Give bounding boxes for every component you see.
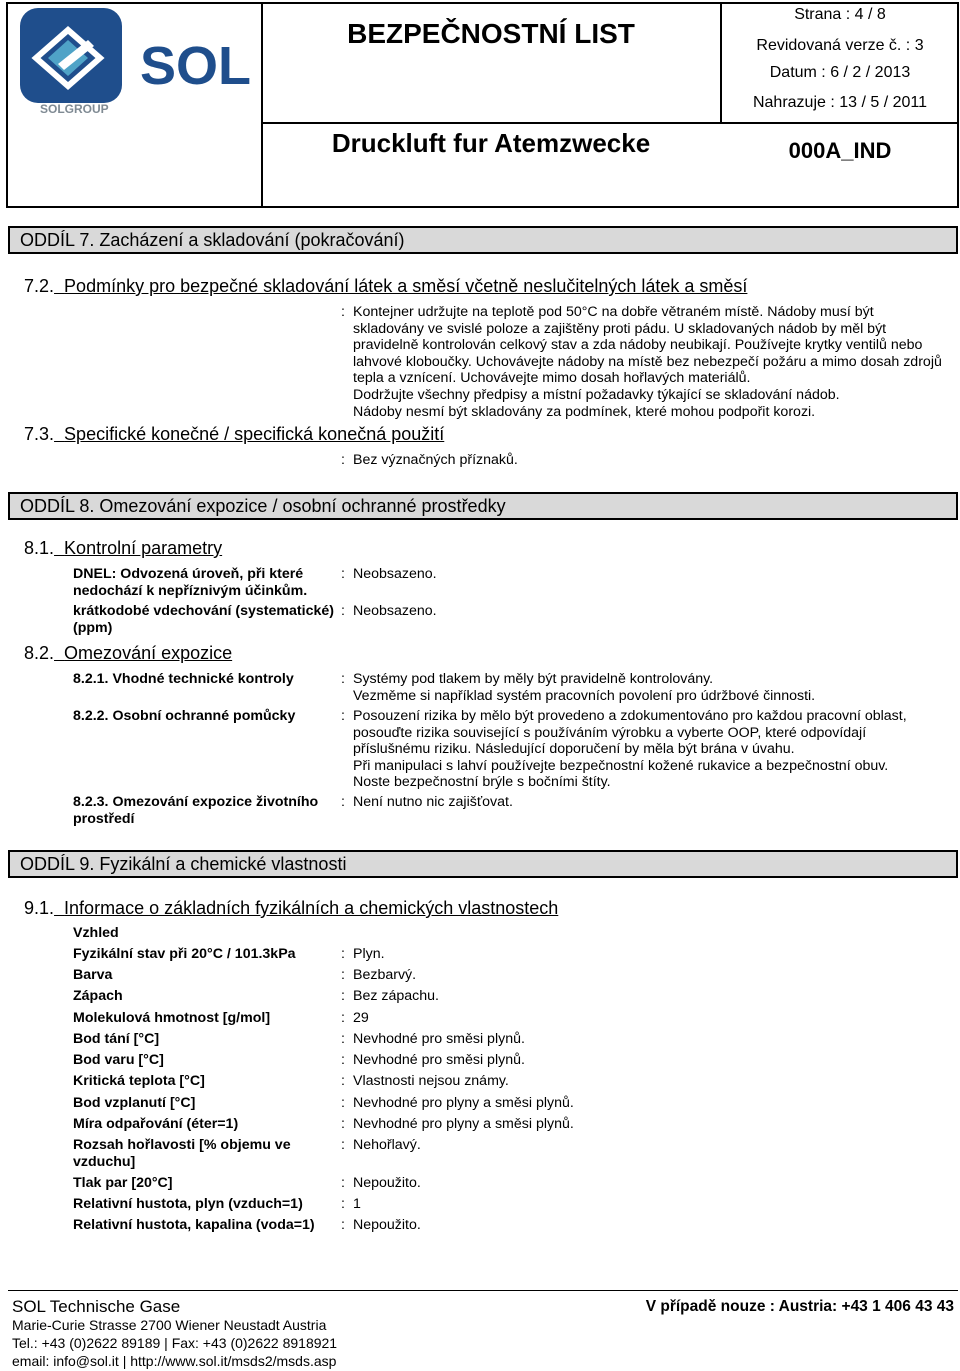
colon: : [341,1031,345,1047]
property-value: Nevhodné pro směsi plynů. [353,1031,525,1047]
colon: : [341,1116,345,1132]
colon: : [341,671,345,687]
property-label: Bod tání [°C] [73,1031,160,1047]
label-line: krátkodobé vdechování (systematické) [73,603,334,619]
replaces: Nahrazuje : 13 / 5 / 2011 [752,94,928,111]
text-line: Vezměme si například systém pracovních povolení pro údržbové činnosti. [353,687,816,704]
revision: Revidovaná verze č. : 3 [756,37,924,54]
section-8-2-1-text [353,671,815,704]
colon: : [341,603,345,619]
section-8-1-heading [24,538,222,559]
colon: : [341,967,345,983]
property-value: Vlastnosti nejsou známy. [353,1073,509,1089]
section-8-2-title: Omezování expozice [64,643,233,663]
property-label: Relativní hustota, plyn (vzduch=1) [73,1196,303,1212]
label-line: Rozsah hořlavosti [% objemu ve [73,1137,291,1153]
colon: : [341,566,345,582]
section-8-2-heading [24,643,232,664]
property-label: Fyzikální stav při 20°C / 101.3kPa [73,946,296,962]
text-line: lahvové kloboučky. Uchovávejte nádoby na místě bez nebezpečí požáru a mimo dosah zdrojů [353,353,942,370]
colon: : [341,794,345,810]
property-value: Nehořlavý. [353,1137,421,1153]
label-line: (ppm) [73,620,113,636]
section-7-title: ODDÍL 7. Zacházení a skladování (pokračování) [8,226,958,254]
property-label: Tlak par [20°C] [73,1175,173,1191]
short-term-label [73,603,334,637]
property-label: Zápach [73,988,123,1004]
doc-title: BEZPEČNOSTNÍ LIST [347,18,635,49]
footer-email: email: info@sol.it | http://www.sol.it/msds2/msds.asp [12,1353,337,1369]
property-value: Nepoužito. [353,1175,421,1191]
footer-phone: Tel.: +43 (0)2622 89189 | Fax: +43 (0)2622 8918921 [12,1335,338,1351]
section-7-3-number: 7.3. [24,424,55,444]
text-line: Systémy pod tlakem by měly být pravidelně kontrolovány. [353,671,714,687]
property-value: Nepoužito. [353,1217,421,1233]
text-line: Posouzení rizika by mělo být provedeno a zdokumentováno pro každou pracovní oblast, [353,708,907,724]
section-7-2-text [353,304,942,420]
section-8-1-title: Kontrolní parametry [64,538,223,558]
colon: : [341,708,345,724]
text-line: Noste bezpečnostní brýle s bočními štíty. [353,774,611,791]
footer-emergency: V případě nouze : Austria: +43 1 406 43 43 [645,1298,954,1315]
appearance-label: Vzhled [73,925,119,941]
text-line: Při manipulaci s lahví používejte bezpečnostní kožené rukavice a bezpečnostní obuv. [353,757,889,774]
property-value: Nevhodné pro plyny a směsi plynů. [353,1095,574,1111]
text-line: Nádoby nesmí být skladovány za podmínek, které mohou podpořit korozi. [353,403,816,420]
property-value: Bez zápachu. [353,988,439,1004]
colon: : [341,1095,345,1111]
section-9-1-number: 9.1. [24,898,55,918]
dnel-value: Neobsazeno. [353,566,437,582]
colon: : [341,1052,345,1068]
section-9-1-heading [24,898,558,919]
label-line: DNEL: Odvozená úroveň, při které [73,566,304,582]
colon: : [341,452,345,468]
property-label: Molekulová hmotnost [g/mol] [73,1010,271,1026]
section-7-3-heading [24,424,444,445]
text-line: tepla a vznícení. Uchovávejte mimo dosah hořlavých materiálů. [353,370,751,387]
colon: : [341,1137,345,1153]
label-line: vzduchu] [73,1154,136,1170]
label-line: nedochází k nepříznivým účinkům. [73,583,308,599]
section-8-2-3-text: Není nutno nic zajišťovat. [353,794,513,810]
footer-address: Marie-Curie Strasse 2700 Wiener Neustadt Austria [12,1317,327,1333]
property-label [73,1137,291,1171]
section-9-1-title: Informace o základních fyzikálních a chemických vlastnostech [64,898,559,918]
section-7-3-text: Bez význačných příznaků. [353,452,518,468]
section-8-2-3-label [73,794,318,828]
text-line: pravidelně kontrolován celkový stav a zda nádoby neubikají. Používejte krytky ventilů nebo [353,337,923,354]
property-value: 29 [353,1010,369,1026]
property-label: Barva [73,967,113,983]
property-label: Míra odpařování (éter=1) [73,1116,239,1132]
short-term-value: Neobsazeno. [353,603,437,619]
product-name: Druckluft fur Atemzwecke [331,128,651,158]
property-label: Bod varu [°C] [73,1052,164,1068]
section-8-title: ODDÍL 8. Omezování expozice / osobní ochranné prostředky [8,492,958,520]
colon: : [341,946,345,962]
section-8-2-2-label: 8.2.2. Osobní ochranné pomůcky [73,708,296,724]
label-line: prostředí [73,811,135,827]
property-value: Bezbarvý. [353,967,417,983]
dnel-label [73,566,307,600]
text-line: skladovány ve svislé poloze a zajištěny proti pádu. U skladovaných nádob by měl být [353,320,887,337]
colon: : [341,1196,345,1212]
footer-company: SOL Technische Gase [12,1297,181,1316]
colon: : [341,1010,345,1026]
property-label: Relativní hustota, kapalina (voda=1) [73,1217,315,1233]
footer-divider [8,1290,958,1291]
colon: : [341,988,345,1004]
page-number: Strana : 4 / 8 [794,6,886,23]
section-7-2-title: Podmínky pro bezpečné skladování látek a směsí včetně neslučitelných látek a směsí [64,276,748,296]
text-line: Kontejner udržujte na teplotě pod 50°C na dobře větraném místě. Nádoby musí být [353,304,874,320]
date: Datum : 6 / 2 / 2013 [769,64,911,81]
section-8-2-number: 8.2. [24,643,55,663]
logo-group-text: SOLGROUP [40,102,109,116]
colon: : [341,1217,345,1233]
text-line: posouďte rizika související s používáním výrobku a vyberte OOP, které odpovídají [353,724,867,741]
text-line: příslušnému riziku. Následující doporučení by měla být brána v úvahu. [353,741,795,758]
colon: : [341,1175,345,1191]
property-value: Nevhodné pro plyny a směsi plynů. [353,1116,574,1132]
product-code: 000A_IND [788,138,892,163]
colon: : [341,304,345,320]
section-8-2-2-text [353,708,907,791]
svg-text:SOL: SOL [140,36,252,96]
section-8-1-number: 8.1. [24,538,55,558]
section-9-title: ODDÍL 9. Fyzikální a chemické vlastnosti [8,850,958,878]
colon: : [341,1073,345,1089]
section-7-2-heading [24,276,747,297]
sol-logo [18,8,253,122]
property-label: Bod vzplanutí [°C] [73,1095,196,1111]
property-value: 1 [353,1196,361,1212]
header-divider-h [261,122,959,124]
property-value: Plyn. [353,946,385,962]
text-line: Dodržujte všechny předpisy a místní požadavky týkající se skladování nádob. [353,386,840,403]
section-8-2-1-label: 8.2.1. Vhodné technické kontroly [73,671,294,687]
label-line: 8.2.3. Omezování expozice životního [73,794,319,810]
property-value: Nevhodné pro směsi plynů. [353,1052,525,1068]
property-label: Kritická teplota [°C] [73,1073,205,1089]
section-7-3-title: Specifické konečné / specifická konečná použití [64,424,445,444]
section-7-2-number: 7.2. [24,276,55,296]
